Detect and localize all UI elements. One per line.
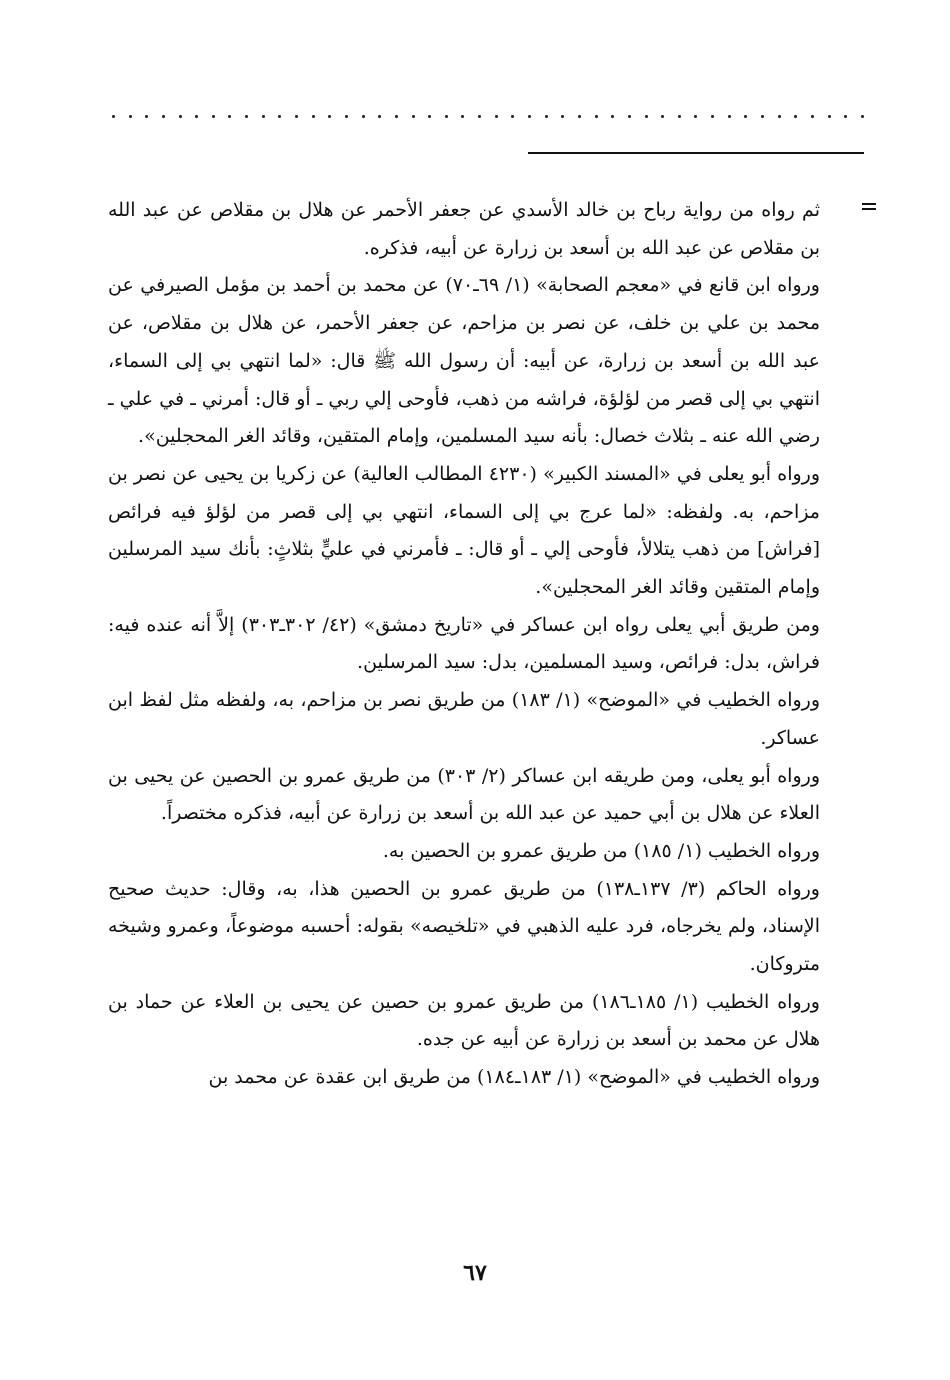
separator-dot (794, 115, 797, 118)
separator-dot (628, 115, 631, 118)
separator-dot (844, 115, 847, 118)
separator-dot (412, 115, 415, 118)
separator-dot (112, 115, 115, 118)
separator-dot (811, 115, 814, 118)
separator-dot (195, 115, 198, 118)
separator-dot (611, 115, 614, 118)
separator-dot (129, 115, 132, 118)
separator-dot (761, 115, 764, 118)
page-number: ٦٧ (463, 1260, 487, 1286)
paragraph-9: ورواه الخطيب (١/ ١٨٥ـ١٨٦) من طريق عمرو بن حصين عن يحيى بن العلاء عن حماد بن هلال عن محمد بن أسعد بن زرارة عن أبيه عن جده. (108, 990, 820, 1051)
separator-dot (295, 115, 298, 118)
separator-dot (645, 115, 648, 118)
separator-dot (162, 115, 165, 118)
continuation-mark (862, 202, 878, 212)
separator-dot (778, 115, 781, 118)
separator-dot (511, 115, 514, 118)
separator-dot (345, 115, 348, 118)
separator-dot (461, 115, 464, 118)
paragraph-6: ورواه أبو يعلى، ومن طريقه ابن عساكر (٢/ ٣٠٣) من طريق عمرو بن الحصين عن يحيى بن العلاء عن هلال بن أبي حميد عن عبد الله بن أسعد بن زرارة عن أبيه، فذكره مختصراً. (108, 764, 820, 825)
separator-dot (328, 115, 331, 118)
separator-dot (478, 115, 481, 118)
separator-dot (428, 115, 431, 118)
separator-dot (595, 115, 598, 118)
separator-dot (694, 115, 697, 118)
separator-dot (145, 115, 148, 118)
separator-dot (495, 115, 498, 118)
paragraph-7: ورواه الخطيب (١/ ١٨٥) من طريق عمرو بن الحصين به. (382, 839, 820, 862)
paragraph-3: ورواه أبو يعلى في «المسند الكبير» (٤٢٣٠ المطالب العالية) عن زكريا بن يحيى عن نصر بن مزاحم، به. ولفظه: «لما عرج بي إلى السماء، انتهي بي إلى قصر من لؤلؤ فيه فرائص [فراش] من ذهب يتلالأ، فأوحى إلي ـ أو قال: ـ فأمرني في عليٍّ بثلاثٍ: بأنك سيد المرسلين وإمام المتقين وقائد الغر المحجلين». (108, 462, 820, 599)
separator-dot (312, 115, 315, 118)
separator-dot (678, 115, 681, 118)
separator-dot (711, 115, 714, 118)
paragraph-2: ورواه ابن قانع في «معجم الصحابة» (١/ ٦٩ـ٧٠) عن محمد بن أحمد بن مؤمل الصيرفي عن محمد بن علي بن خلف، عن نصر بن مزاحم، عن جعفر الأحمر، عن هلال بن مقلاص، عن عبد الله بن أسعد بن زرارة، عن أبيه: أن رسول الله ﷺ قال: «لما انتهي بي إلى السماء، انتهي بي إلى قصر من لؤلؤة، فراشه من ذهب، فأوحى إلي ربي ـ أو قال: أمرني ـ في علي ـ رضي الله عنه ـ بثلاث خصال: بأنه سيد المسلمين، وإمام المتقين، وقائد الغر المحجلين». (108, 274, 820, 448)
separator-dot (245, 115, 248, 118)
footnote-rule (528, 152, 864, 154)
separator-dot (861, 115, 864, 118)
separator-dot (262, 115, 265, 118)
paragraph-8: ورواه الحاكم (٣/ ١٣٧ـ١٣٨) من طريق عمرو بن الحصين هذا، به، وقال: حديث صحيح الإسناد، ولم يخرجاه، فرد عليه الذهبي في «تلخيصه» بقوله: أحسبه موضوعاً، وعمرو وشيخه متروكان. (108, 877, 820, 976)
separator-dot (179, 115, 182, 118)
paragraph-5: ورواه الخطيب في «الموضح» (١/ ١٨٣) من طريق نصر بن مزاحم، به، ولفظه مثل لفظ ابن عساكر. (108, 689, 821, 749)
separator-dot (278, 115, 281, 118)
separator-dot (561, 115, 564, 118)
separator-dot (528, 115, 531, 118)
paragraph-1: ثم رواه من رواية رباح بن خالد الأسدي عن جعفر الأحمر عن هلال بن مقلاص عن عبد الله بن مقلاص عن عبد الله بن أسعد بن زرارة عن أبيه، فذكره. (108, 199, 820, 259)
footnote-text (108, 192, 820, 1097)
separator-dot (445, 115, 448, 118)
separator-dot (362, 115, 365, 118)
separator-dot (744, 115, 747, 118)
paragraph-4: ومن طريق أبي يعلى رواه ابن عساكر في «تاريخ دمشق» (٤٢/ ٣٠٢ـ٣٠٣) إلاَّ أنه عنده فيه: فراش، بدل: فرائص، وسيد المسلمين، بدل: سيد المرسلين. (108, 613, 820, 674)
separator-dot (728, 115, 731, 118)
separator-dot (828, 115, 831, 118)
separator-dot (378, 115, 381, 118)
paragraph-10: ورواه الخطيب في «الموضح» (١/ ١٨٣ـ١٨٤) من طريق ابن عقدة عن محمد بن (208, 1066, 820, 1089)
separator-dot (545, 115, 548, 118)
separator-dot (661, 115, 664, 118)
separator-dot (228, 115, 231, 118)
separator-dot (578, 115, 581, 118)
separator-dot (212, 115, 215, 118)
separator-dot (395, 115, 398, 118)
dotted-separator (112, 110, 864, 122)
